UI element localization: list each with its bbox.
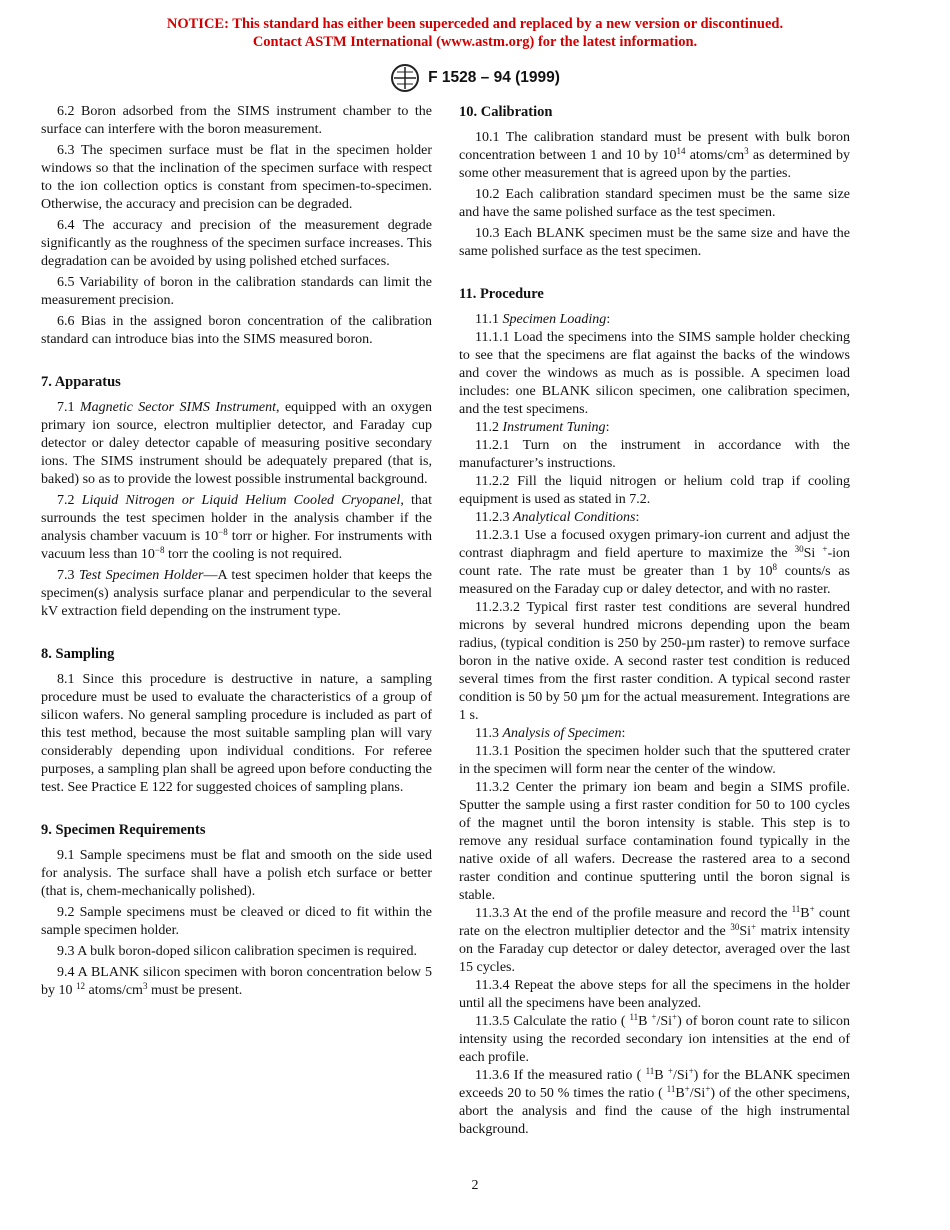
document-header <box>0 62 950 94</box>
para-11-2-3-1: 11.2.3.1 Use a focused oxygen primary-ion current and adjust the contrast diaphragm and field aperture to maximize the $^{30}$Si +-ion count rate. The rate must be greater than 1 by $10^8$ counts/s as measured on the Faraday cup or daley detector, and with no raster. <box>459 528 850 597</box>
notice-line-1: NOTICE: This standard has either been superceded and replaced by a new version or discontinued. <box>166 16 784 32</box>
para-6-5: 6.5 Variability of boron in the calibration standards can limit the measurement precision. <box>41 275 432 308</box>
para-7-3: 7.3 Test Specimen Holder—A test specimen holder that keeps the specimen(s) analysis surface planar and perpendicular to the several kV extraction field depending on the instrument type. <box>41 568 433 619</box>
para-11-2: 11.2 Instrument Tuning: <box>475 420 610 435</box>
para-11-2-2: 11.2.2 Fill the liquid nitrogen or helium cold trap if cooling equipment is used as stated in 7.2. <box>459 474 850 507</box>
section-9-heading: 9. Specimen Requirements <box>41 822 206 838</box>
para-11-3-5: 11.3.5 Calculate the ratio ( $^{11}$B +/Si+) of boron count rate to silicon intensity using the recorded secondary ion intensities at the end of each profile. <box>459 1012 851 1065</box>
para-10-2: 10.2 Each calibration standard specimen must be the same size and have the same polished surface as the test specimen. <box>459 187 850 220</box>
section-10-heading: 10. Calibration <box>459 104 553 120</box>
para-6-4: 6.4 The accuracy and precision of the measurement degrade significantly as the roughness of the specimen surface increases. This degradation can be avoided by using polished etched surfaces. <box>41 218 432 269</box>
para-11-2-3-2: 11.2.3.2 Typical first raster test conditions are several hundred microns by several hundred microns depending upon the beam radius, (typical condition is 250 by 250-µm raster) to remove surface boron in the native oxide. A second raster test condition is reduced several times from the first raster condition. A typical second raster condition is 50 by 50 µm for the actual measurement. Integrations are 1 s. <box>459 600 850 723</box>
right-column <box>459 103 850 1139</box>
para-11-2-1: 11.2.1 Turn on the instrument in accordance with the manufacturer’s instructions. <box>459 438 850 471</box>
para-10-1: 10.1 The calibration standard must be present with bulk boron concentration between 1 and 10 by $10^{14}$ atoms/$cm^3$ as determined by some other measurement that is agreed upon by the parties. <box>459 130 851 181</box>
para-10-3: 10.3 Each BLANK specimen must be the same size and have the same polished surface as the test specimen. <box>459 226 850 259</box>
para-11-3: 11.3 Analysis of Specimen: <box>475 726 626 741</box>
para-9-4: 9.4 A BLANK silicon specimen with boron concentration below 5 by 10 $^{12}$ atoms/$cm^3$ must be present. <box>41 965 432 998</box>
section-7-heading: 7. Apparatus <box>41 374 121 390</box>
para-11-1: 11.1 Specimen Loading: <box>475 312 611 327</box>
para-11-1-1: 11.1.1 Load the specimens into the SIMS sample holder checking to see that the specimens are flat against the backs of the windows and cover the windows as much as is possible. A specimen load includes: one BLANK silicon specimen, one calibration specimen, and the test specimens. <box>459 330 850 417</box>
para-11-3-2: 11.3.2 Center the primary ion beam and begin a SIMS profile. Sputter the sample using a first raster condition for 50 to 100 cycles of the magnet until the boron intensity is stable. This step is to remove any residual surface contamination found typically in the native oxide of all wafers. Decrease the rastered area to a second raster condition and continue sputtering until the boron signal is stable. <box>459 780 850 903</box>
notice-banner <box>0 15 950 51</box>
para-11-3-6: 11.3.6 If the measured ratio ( $^{11}$B +/Si+) for the BLANK specimen exceeds 20 to 50 % times the ratio ( $^{11}$B+/Si+) of the other specimens, abort the analysis and find the cause of the high instrumental background. <box>459 1066 850 1137</box>
para-6-6: 6.6 Bias in the assigned boron concentration of the calibration standard can introduce bias into the SIMS measured boron. <box>41 314 432 347</box>
para-6-3: 6.3 The specimen surface must be flat in the specimen holder windows so that the inclination of the specimen surface with respect to the ion collection optics is constant from specimen-to-specimen. Otherwise, the accuracy and precision can be degraded. <box>41 143 432 212</box>
section-11-heading: 11. Procedure <box>459 286 544 302</box>
notice-line-2: Contact ASTM International (www.astm.org) for the latest information. <box>252 34 698 50</box>
left-column <box>41 103 432 1000</box>
para-6-2: 6.2 Boron adsorbed from the SIMS instrument chamber to the surface can interfere with the boron measurement. <box>41 104 432 137</box>
para-9-1: 9.1 Sample specimens must be flat and smooth on the side used for analysis. The surface shall have a polish etch surface or better (that is, chem-mechanically polished). <box>41 848 432 899</box>
para-8-1: 8.1 Since this procedure is destructive in nature, a sampling procedure must be used to evaluate the characteristics of a group of silicon wafers. No general sampling procedure is included as part of this test method, because the most suitable sampling plan will vary considerably depending upon individual conditions. For referee purposes, a sampling plan shall be agreed upon before conducting the test. See Practice E 122 for suggested choices of sampling plans. <box>41 672 432 795</box>
para-7-2: 7.2 Liquid Nitrogen or Liquid Helium Cooled Cryopanel, that surrounds the test specimen holder in the analysis chamber if the analysis chamber vacuum is $10^{-8}$ torr or higher. For instruments with vacuum less than $10^{-8}$ torr the cooling is not required. <box>41 493 432 562</box>
para-7-1: 7.1 Magnetic Sector SIMS Instrument, equipped with an oxygen primary ion source, electron multiplier detector, and Faraday cup detector or daley detector capable of measuring positive secondary ions. The SIMS instrument should be adequately prepared (that is, baked) so as to provide the lowest possible instrumental background. <box>41 400 433 487</box>
para-11-2-3: 11.2.3 Analytical Conditions: <box>475 510 640 525</box>
para-11-3-1: 11.3.1 Position the specimen holder such that the sputtered crater in the specimen will form near the center of the window. <box>459 744 850 777</box>
para-9-3: 9.3 A bulk boron-doped silicon calibration specimen is required. <box>57 944 418 959</box>
standard-designation: F 1528 – 94 (1999) <box>428 69 560 86</box>
page-number: 2 <box>471 1178 479 1193</box>
para-11-3-4: 11.3.4 Repeat the above steps for all the specimens in the holder until all the specimens have been analyzed. <box>459 978 850 1011</box>
astm-logo-icon <box>390 63 420 93</box>
para-11-3-3: 11.3.3 At the end of the profile measure and record the $^{11}$B+ count rate on the electron multiplier detector and the $^{30}$Si+ matrix intensity on the Faraday cup detector or daley detector, averaged over the last 15 cycles. <box>459 904 851 975</box>
section-8-heading: 8. Sampling <box>41 646 115 662</box>
para-9-2: 9.2 Sample specimens must be cleaved or diced to fit within the sample specimen holder. <box>41 905 432 938</box>
